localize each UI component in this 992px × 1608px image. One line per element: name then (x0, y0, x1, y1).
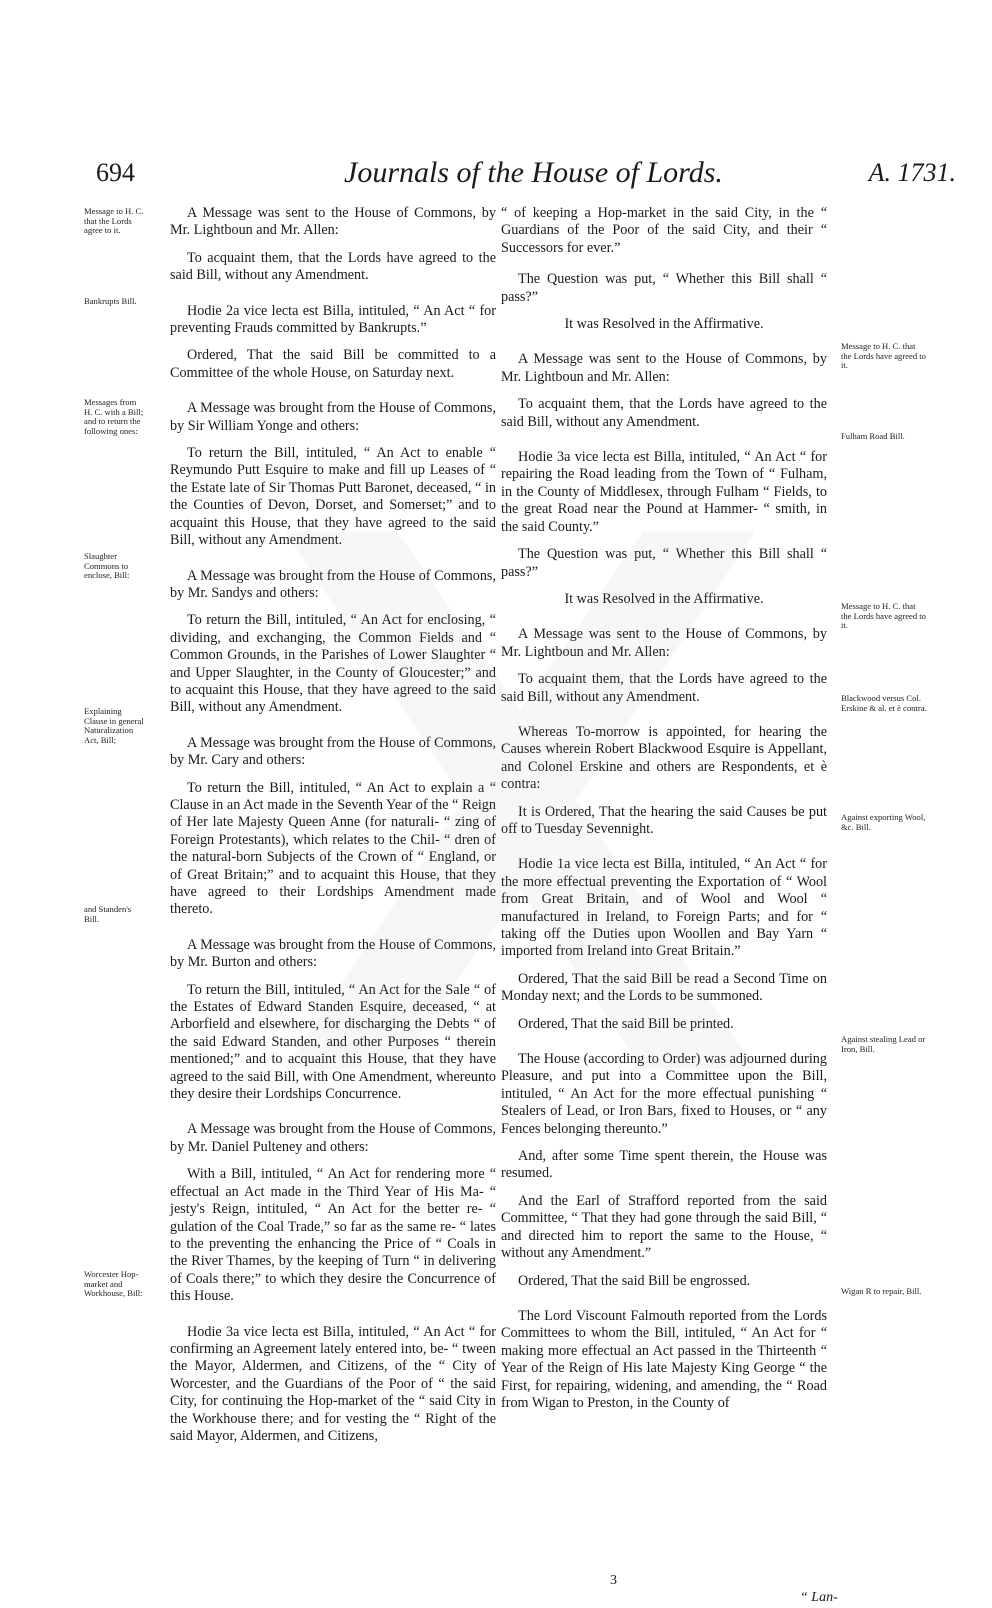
paragraph: A Message was brought from the House of Commons, by Mr. Sandys and others: (170, 567, 496, 601)
paragraph: “ of keeping a Hop-market in the said City, in the “ Guardians of the Poor of the said City, and their “ Successors for ever.” (501, 205, 827, 256)
margin-note: Message to H. C. that the Lords have agreed to it. (841, 601, 926, 630)
paragraph: Hodie 2a vice lecta est Billa, intituled, “ An Act “ for preventing Frauds committed by Bankrupts.” (170, 302, 496, 337)
paragraph: A Message was brought from the House of Commons, by Mr. Cary and others: (170, 734, 496, 769)
paragraph: A Message was sent to the House of Commons, by Mr. Lightboun and Mr. Allen: (170, 205, 496, 239)
year-heading: A. 1731. (868, 158, 956, 187)
paragraph: A Message was sent to the House of Commons, by Mr. Lightboun and Mr. Allen: (501, 351, 827, 385)
paragraph: A Message was sent to the House of Commons, by Mr. Lightboun and Mr. Allen: (501, 626, 827, 660)
paragraph: A Message was brought from the House of Commons, by Mr. Burton and others: (170, 936, 496, 971)
margin-note: Explaining Clause in general Naturalization Act, Bill; (84, 706, 144, 745)
paragraph: Hodie 3a vice lecta est Billa, intituled, “ An Act “ for repairing the Road leading from the Town of “ Fulham, in the County of Middlesex, through Fulham “ Fields, to the great Road near the Pound at Hammer- “ smith, in the said County.” (501, 449, 827, 535)
margin-note: Bankrupts Bill. (84, 296, 137, 306)
paragraph: It was Resolved in the Affirmative. (564, 316, 764, 333)
margin-note: Blackwood versus Col. Erskine & al. et è contra. (841, 693, 927, 713)
paragraph: Whereas To-morrow is appointed, for hearing the Causes wherein Robert Blackwood Esquire is Appellant, and Colonel Erskine and others are Respondents, et è contra: (501, 723, 827, 793)
page-number: 694 (96, 158, 135, 187)
paragraph: To return the Bill, intituled, “ An Act to explain a “ Clause in an Act made in the Seventh Year of the “ Reign of Her late Majesty Queen Anne (for naturali- “ zing of Foreign Protestants), which relates to the Chil- “ dren of the natural-born Subjects of the Crown of “ England, or of Great Britain;” and to acquaint this House, that they have agreed to their Lordships Amendment made thereto. (170, 779, 496, 918)
paragraph: To acquaint them, that the Lords have agreed to the said Bill, without any Amendment. (501, 396, 827, 430)
paragraph: And the Earl of Strafford reported from the said Committee, “ That they had gone through the said Bill, “ and directed him to report the same to the House, “ without any Amendment.” (501, 1192, 827, 1262)
margin-note: Messages from H. C. with a Bill; and to return the following ones: (84, 397, 144, 436)
paragraph: The Question was put, “ Whether this Bill shall “ pass?” (501, 546, 827, 580)
paragraph: It is Ordered, That the hearing the said Causes be put off to Tuesday Sevennight. (501, 803, 827, 837)
signature-mark: 3 (610, 1573, 617, 1588)
margin-note: Fulham Road Bill. (841, 431, 905, 441)
paragraph: A Message was brought from the House of Commons, by Sir William Yonge and others: (170, 400, 496, 434)
paragraph: To acquaint them, that the Lords have agreed to the said Bill, without any Amendment. (501, 671, 827, 705)
paragraph: To acquaint them, that the Lords have agreed to the said Bill, without any Amendment. (170, 249, 496, 284)
paragraph: Ordered, That the said Bill be engrossed. (518, 1272, 751, 1289)
paragraph: Ordered, That the said Bill be printed. (518, 1015, 734, 1032)
margin-note: Against exporting Wool, &c. Bill. (841, 812, 926, 832)
paragraph: To return the Bill, intituled, “ An Act for enclosing, “ dividing, and exchanging, the Common Fields and “ Common Grounds, in the Parishes of Lower Slaughter “ and Upper Slaughter, in the County of Gloucester;” and to acquaint this House, that they have agreed to the said Bill, without any Amendment. (170, 612, 496, 716)
paragraph: It was Resolved in the Affirmative. (564, 590, 764, 607)
paragraph: Ordered, That the said Bill be read a Second Time on Monday next; and the Lords to be summoned. (501, 970, 827, 1005)
margin-note: Wigan R to repair, Bill. (841, 1286, 922, 1296)
left-column (170, 205, 496, 1455)
margin-note: Message to H. C. that the Lords have agreed to it. (841, 341, 926, 370)
paragraph: The Lord Viscount Falmouth reported from the Lords Committees to whom the Bill, intituled, “ An Act for “ making more effectual an Act passed in the Thirteenth “ Year of the Reign of His late Majesty King George “ the First, for repairing, widening, and amending, the “ Road from Wigan to Preston, in the County of (501, 1307, 827, 1411)
right-column (501, 205, 827, 1422)
paragraph: With a Bill, intituled, “ An Act for rendering more “ effectual an Act made in the Third Year of His Ma- “ jesty's Reign, intituled, “ An Act for the better re- “ gulation of the Coal Trade,” so far as the same re- “ lates to the preventing the enhancing the Price of “ Coals in the River Thames, by the keeping of Turn “ in delivering of Coals there;” to which they desire the Concurrence of this House. (170, 1166, 496, 1305)
margin-note: Slaughter Commons to enclose, Bill: (84, 551, 130, 580)
margin-note: and Standen's Bill. (84, 904, 132, 924)
paragraph: Hodie 1a vice lecta est Billa, intituled, “ An Act “ for the more effectual preventing the Exportation of “ Wool from Great Britain, and of Wool and Wool “ manufactured in Ireland, to Foreign Parts; and for “ taking off the Duties upon Woollen and Bay Yarn “ imported from Ireland into Great Britain.” (501, 856, 827, 960)
paragraph: Hodie 3a vice lecta est Billa, intituled, “ An Act “ for confirming an Agreement lately entered into, be- “ tween the Mayor, Aldermen, and Citizens, of the “ City of Worcester, and the Guardians of the Poor of “ the said City, for continuing the Hop-market of the “ said City in the Workhouse there; and for vesting the “ Right of the said Mayor, Aldermen, and Citizens, (170, 1323, 496, 1444)
page-header (88, 156, 968, 196)
catchword: “ Lan- (800, 1590, 838, 1605)
paragraph: A Message was brought from the House of Commons, by Mr. Daniel Pulteney and others: (170, 1121, 496, 1155)
margin-note: Message to H. C. that the Lords agree to it. (84, 206, 144, 235)
paragraph: The Question was put, “ Whether this Bill shall “ pass?” (501, 271, 827, 305)
running-title: Journals of the House of Lords. (344, 156, 723, 189)
paragraph: To return the Bill, intituled, “ An Act to enable “ Reymundo Putt Esquire to make and fill up Leases of “ the Estate late of Sir Thomas Putt Baronet, deceased, “ in the Counties of Devon, Dorset, and Somerset;” and to acquaint this House, that they have agreed to the said Bill, without any Amendment. (170, 445, 496, 549)
paragraph: To return the Bill, intituled, “ An Act for the Sale “ of the Estates of Edward Standen Esquire, deceased, “ at Arborfield and elsewhere, for discharging the Debts “ of the said Edward Standen, and other Purposes “ therein mentioned;” and to acquaint this House, that they have agreed to the said Bill, with One Amendment, whereunto they desire their Lordships Concurrence. (170, 981, 496, 1103)
paragraph: The House (according to Order) was adjourned during Pleasure, and put into a Committee upon the Bill, intituled, “ An Act for the more effectual punishing “ Stealers of Lead, or Iron Bars, fixed to Houses, or “ any Fences belonging thereunto.” (501, 1051, 827, 1137)
margin-note: Against stealing Lead or Iron, Bill. (841, 1034, 926, 1054)
paragraph: Ordered, That the said Bill be committed to a Committee of the whole House, on Saturday next. (170, 347, 496, 381)
margin-note: Worcester Hop-market and Workhouse, Bill: (84, 1269, 143, 1298)
paragraph: And, after some Time spent therein, the House was resumed. (501, 1148, 827, 1182)
